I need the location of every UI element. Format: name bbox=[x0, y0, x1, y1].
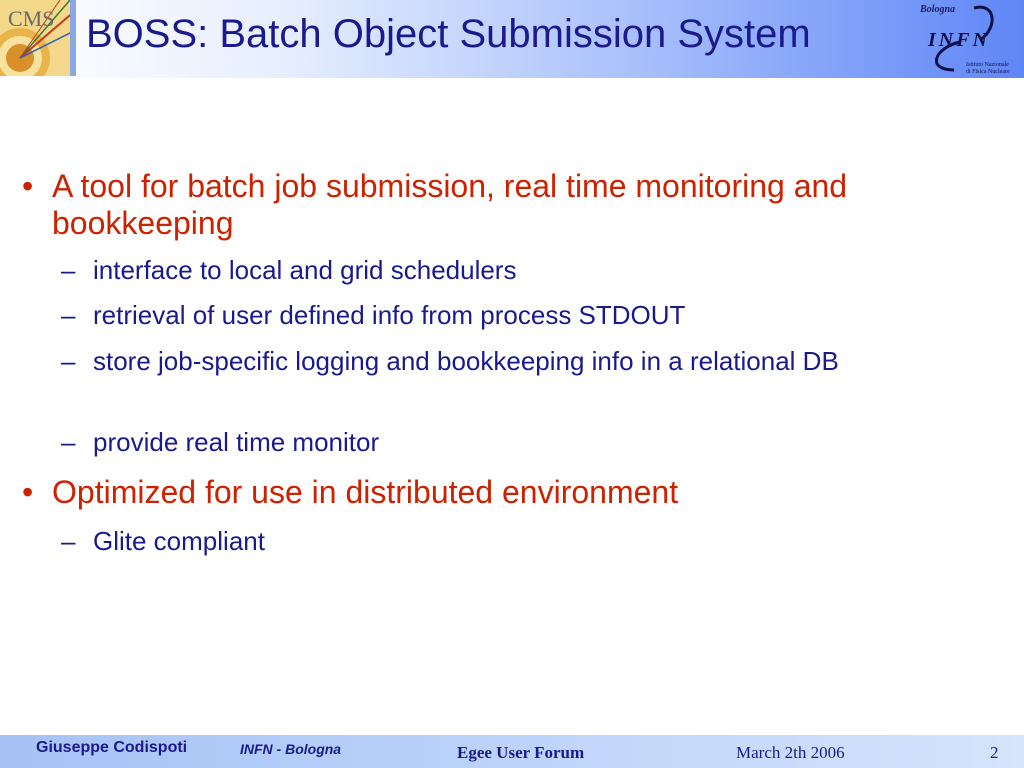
footer-institution: INFN - Bologna bbox=[240, 741, 342, 757]
infn-logo-city: Bologna bbox=[920, 4, 956, 15]
sub-bullet-item bbox=[61, 525, 953, 557]
dash-marker: – bbox=[61, 427, 76, 457]
bullet-item bbox=[22, 474, 992, 511]
bullet-item bbox=[22, 168, 992, 242]
sub-bullet-text: store job-specific logging and bookkeeping info in a relational DB bbox=[93, 346, 839, 376]
infn-logo-label: INFN bbox=[928, 29, 991, 51]
dash-marker: – bbox=[61, 300, 76, 330]
sub-bullet-item bbox=[61, 426, 953, 458]
cms-logo-label: CMS bbox=[8, 6, 55, 31]
sub-bullet-text: interface to local and grid schedulers bbox=[93, 255, 517, 285]
dash-marker: – bbox=[61, 526, 76, 556]
bullet-marker: • bbox=[22, 168, 34, 204]
bullet-text: A tool for batch job submission, real time monitoring and bookkeeping bbox=[52, 168, 848, 241]
slide-title: BOSS: Batch Object Submission System bbox=[86, 12, 811, 56]
sub-bullet-text: provide real time monitor bbox=[93, 427, 380, 457]
bullet-marker: • bbox=[22, 474, 34, 510]
footer-event: Egee User Forum bbox=[457, 743, 585, 762]
sub-bullet-item bbox=[61, 299, 953, 331]
sub-bullet-text: retrieval of user defined info from process STDOUT bbox=[93, 300, 686, 330]
infn-logo-subtitle-2: di Fisica Nucleare bbox=[966, 69, 1010, 75]
cms-logo-icon bbox=[0, 0, 76, 76]
sub-bullet-item bbox=[61, 254, 953, 286]
footer-date: March 2th 2006 bbox=[736, 743, 845, 762]
dash-marker: – bbox=[61, 255, 76, 285]
page-number: 2 bbox=[990, 743, 999, 762]
footer-author: Giuseppe Codispoti bbox=[36, 739, 188, 756]
infn-logo-subtitle-1: Istituto Nazionale bbox=[966, 62, 1009, 68]
sub-bullet-item bbox=[61, 345, 953, 377]
bullet-text: Optimized for use in distributed environment bbox=[52, 474, 679, 510]
sub-bullet-text: Glite compliant bbox=[93, 526, 265, 556]
slide-footer bbox=[0, 735, 1024, 768]
infn-logo-icon bbox=[914, 0, 1024, 78]
slide-header bbox=[0, 0, 1024, 78]
dash-marker: – bbox=[61, 346, 76, 376]
